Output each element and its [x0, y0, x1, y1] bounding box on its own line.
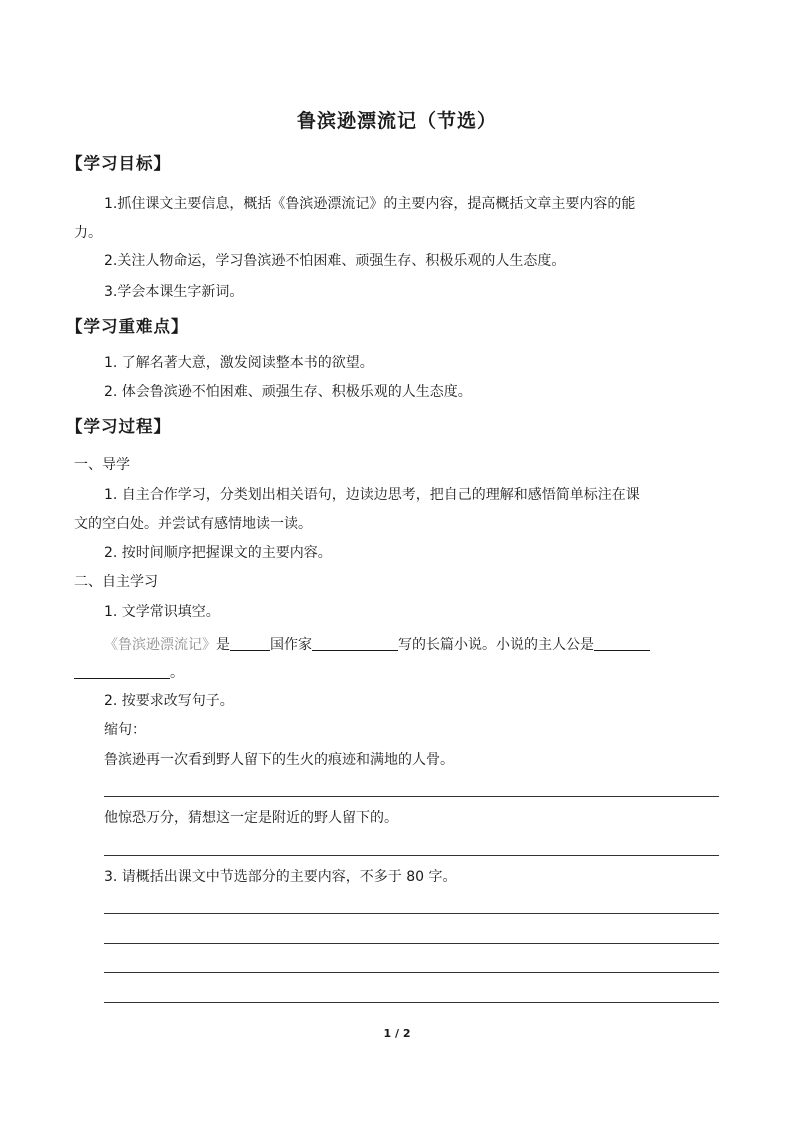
answer-line-4[interactable] [104, 943, 719, 944]
process-part-1-item-2: 2. 按时间顺序把握课文的主要内容。 [104, 545, 332, 561]
q1-text-country-author: 国作家 [270, 637, 312, 653]
key-point-item-2: 2. 体会鲁滨逊不怕困难、顽强生存、积极乐观的人生态度。 [104, 384, 472, 400]
process-part-1-item-1-line-2: 文的空白处。并尝试有感情地读一读。 [74, 516, 312, 532]
document-title: 鲁滨逊漂流记（节选） [296, 110, 497, 132]
question-2-sentence-2: 他惊恐万分，猜想这一定是附近的野人留下的。 [104, 810, 398, 826]
q1-text-is: 是 [216, 637, 230, 653]
blank-author[interactable] [312, 634, 398, 651]
blank-country[interactable] [230, 634, 270, 651]
section-heading-process: 【学习过程】 [66, 417, 171, 436]
question-1-fill-line [104, 634, 650, 655]
book-title-text: 《鲁滨逊漂流记》 [104, 637, 216, 653]
answer-line-6[interactable] [104, 1002, 719, 1003]
answer-line-1[interactable] [104, 796, 719, 797]
q1-text-wrote: 写的长篇小说。小说的主人公是 [398, 637, 594, 653]
question-3-label: 3. 请概括出课文中节选部分的主要内容，不多于 80 字。 [104, 869, 457, 885]
question-1-fill-line-2 [74, 662, 184, 683]
goal-item-1-line-1: 1.抓住课文主要信息，概括《鲁滨逊漂流记》的主要内容，提高概括文章主要内容的能 [104, 196, 636, 212]
question-2-label: 2. 按要求改写句子。 [104, 693, 234, 709]
key-point-item-1: 1. 了解名著大意，激发阅读整本书的欲望。 [104, 355, 374, 371]
question-1-label: 1. 文学常识填空。 [104, 604, 220, 620]
blank-protagonist-part-2[interactable] [74, 662, 170, 679]
answer-line-5[interactable] [104, 972, 719, 973]
q1-text-end: 。 [170, 665, 184, 681]
section-heading-goals: 【学习目标】 [66, 154, 171, 173]
process-part-1-item-1-line-1: 1. 自主合作学习，分类划出相关语句，边读边思考，把自己的理解和感悟简单标注在课 [104, 487, 640, 503]
goal-item-1-line-2: 力。 [74, 225, 102, 241]
goal-item-2: 2.关注人物命运，学习鲁滨逊不怕困难、顽强生存、积极乐观的人生态度。 [104, 253, 566, 269]
process-part-1-heading: 一、导学 [74, 457, 130, 473]
question-2-sentence-1: 鲁滨逊再一次看到野人留下的生火的痕迹和满地的人骨。 [104, 752, 454, 768]
question-2-condense-label: 缩句： [104, 722, 146, 738]
answer-line-3[interactable] [104, 913, 719, 914]
page-number: 1 / 2 [383, 1027, 411, 1040]
process-part-2-heading: 二、自主学习 [74, 574, 158, 590]
blank-protagonist-part-1[interactable] [594, 634, 650, 651]
goal-item-3: 3.学会本课生字新词。 [104, 284, 244, 300]
section-heading-key-points: 【学习重难点】 [66, 317, 189, 336]
answer-line-2[interactable] [104, 855, 719, 856]
